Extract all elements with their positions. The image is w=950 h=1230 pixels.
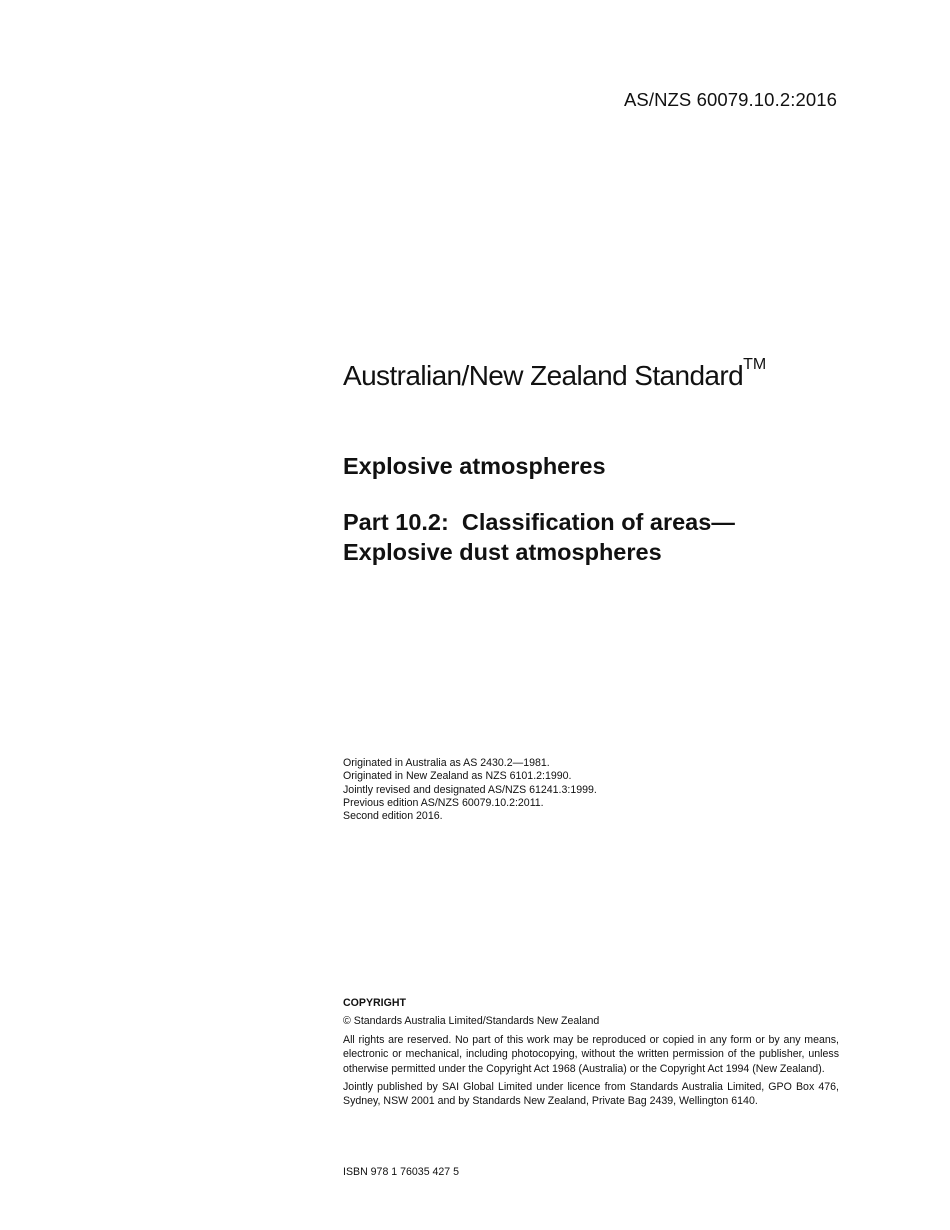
document-identifier: AS/NZS 60079.10.2:2016: [623, 89, 837, 110]
trademark-symbol: TM: [743, 356, 767, 373]
copyright-heading: COPYRIGHT: [343, 997, 406, 1009]
publication-history: [343, 757, 597, 823]
part-title-line: Explosive dust atmospheres: [343, 538, 662, 565]
history-line: Originated in New Zealand as NZS 6101.2:1990.: [343, 770, 572, 783]
history-line: Jointly revised and designated AS/NZS 61241.3:1999.: [343, 783, 597, 796]
copyright-owner: © Standards Australia Limited/Standards New Zealand: [343, 1015, 600, 1028]
part-title-line: Part 10.2: Classification of areas—: [343, 509, 735, 535]
standard-name-text: Australian/New Zealand Standard: [343, 360, 744, 391]
history-line: Previous edition AS/NZS 60079.10.2:2011.: [343, 796, 544, 809]
isbn: ISBN 978 1 76035 427 5: [343, 1166, 460, 1178]
history-line: Originated in Australia as AS 2430.2—1981.: [343, 757, 550, 769]
history-line: Second edition 2016.: [343, 810, 443, 823]
document-title: Explosive atmospheres: [343, 453, 606, 479]
standard-name: [343, 356, 767, 392]
part-title: [343, 508, 735, 567]
copyright-rights-paragraph: All rights are reserved. No part of this work may be reproduced or copied in any form or by any means, electronic or mechanical, including photocopying, without the written permission of the publisher, unless otherwise permitted under the Copyright Act 1968 (Australia) or the Copyright Act 1994 (New Zealand).: [343, 1033, 839, 1075]
copyright-block: [343, 996, 839, 1113]
copyright-publisher-paragraph: Jointly published by SAI Global Limited under licence from Standards Australia Limited, GPO Box 476, Sydney, NSW 2001 and by Standards New Zealand, Private Bag 2439, Wellington 6140.: [343, 1081, 839, 1108]
